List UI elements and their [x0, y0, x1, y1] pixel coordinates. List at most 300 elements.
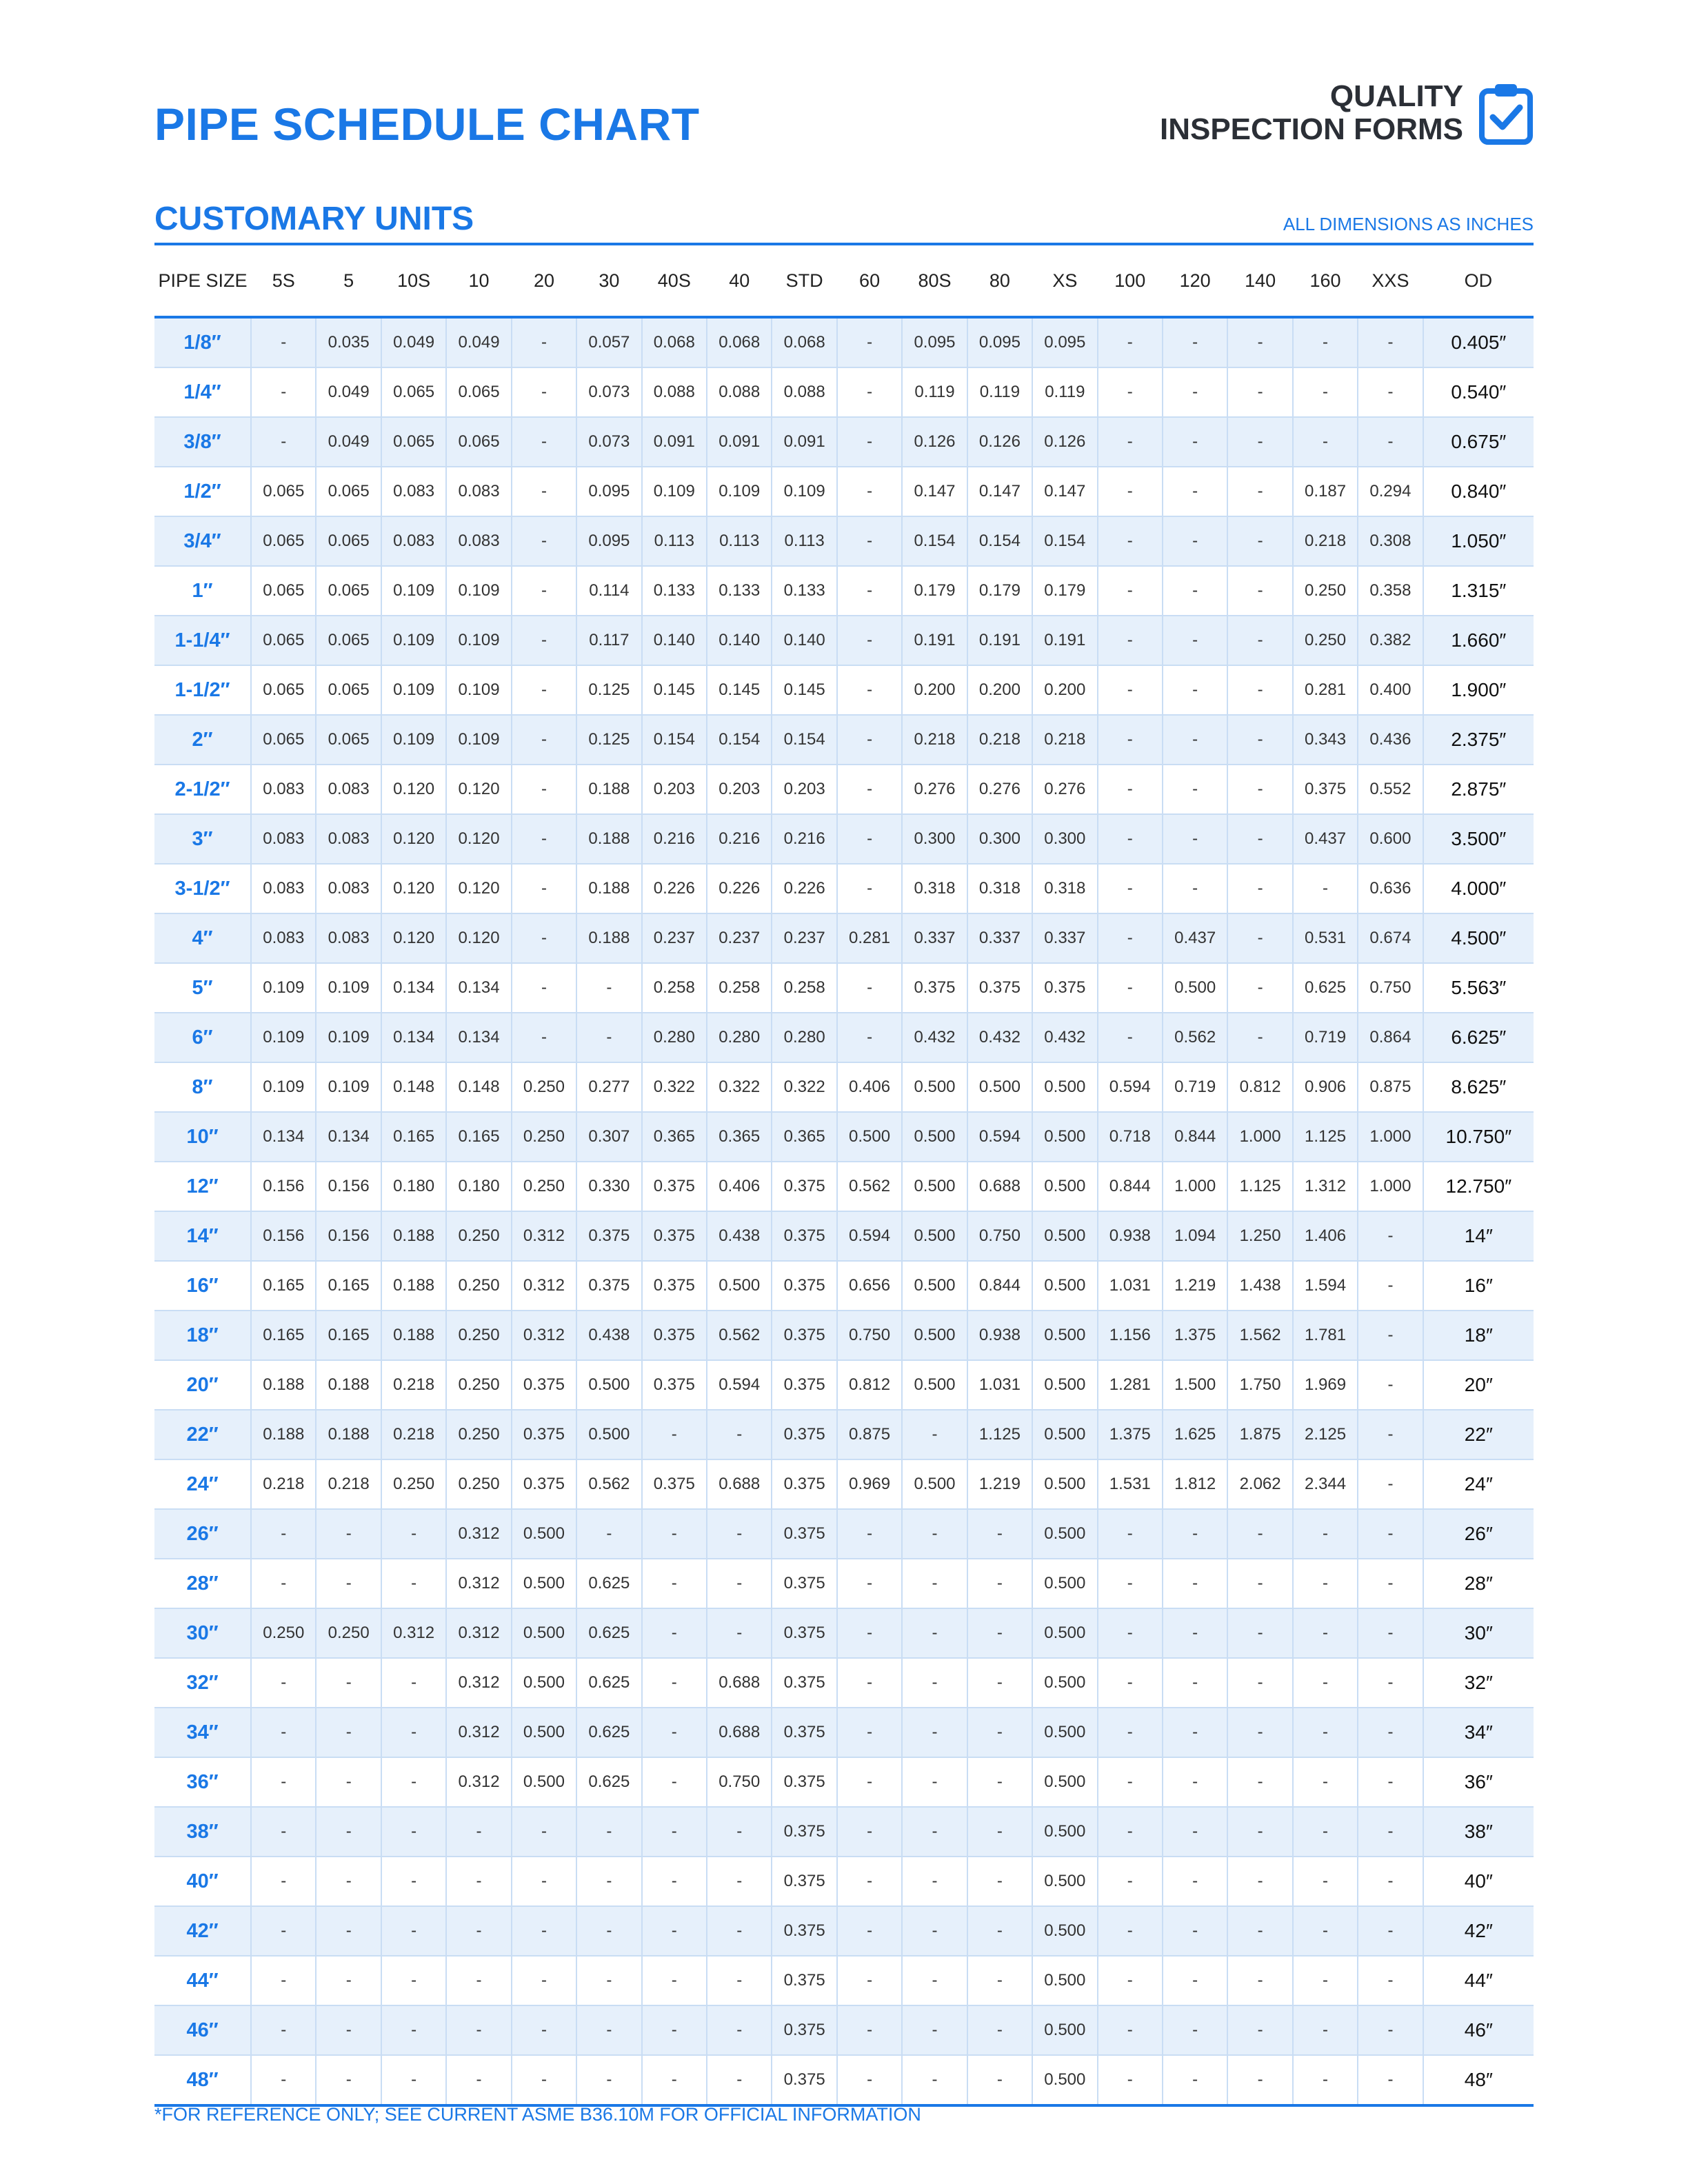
wall-thickness-cell: 0.258 — [707, 963, 772, 1013]
od-cell: 1.050″ — [1423, 516, 1534, 566]
wall-thickness-cell: 0.500 — [1032, 1956, 1097, 2005]
wall-thickness-cell: 0.750 — [707, 1757, 772, 1807]
od-cell: 2.875″ — [1423, 765, 1534, 814]
od-cell: 5.563″ — [1423, 963, 1534, 1013]
wall-thickness-cell: 1.219 — [1163, 1261, 1227, 1311]
wall-thickness-cell: 1.219 — [967, 1459, 1032, 1509]
wall-thickness-cell: 0.218 — [1293, 516, 1358, 566]
table-row — [154, 1410, 1534, 1459]
wall-thickness-cell: 0.154 — [707, 715, 772, 765]
wall-thickness-cell: 0.312 — [512, 1311, 576, 1360]
wall-thickness-cell: - — [1098, 566, 1163, 616]
wall-thickness-cell: - — [967, 1658, 1032, 1708]
wall-thickness-cell: 0.250 — [512, 1162, 576, 1211]
wall-thickness-cell: - — [1227, 665, 1292, 715]
wall-thickness-cell: 0.500 — [1032, 1857, 1097, 1906]
pipe-size-cell: 18″ — [154, 1311, 251, 1360]
wall-thickness-cell: - — [642, 1757, 707, 1807]
wall-thickness-cell: 0.125 — [576, 665, 641, 715]
wall-thickness-cell: - — [1098, 665, 1163, 715]
table-row — [154, 814, 1534, 864]
wall-thickness-cell: 0.148 — [381, 1062, 446, 1112]
table-row — [154, 1509, 1534, 1559]
wall-thickness-cell: 0.318 — [1032, 864, 1097, 913]
pipe-size-cell: 48″ — [154, 2055, 251, 2105]
wall-thickness-cell: 0.191 — [902, 616, 967, 665]
wall-thickness-cell: 0.113 — [642, 516, 707, 566]
od-cell: 0.675″ — [1423, 417, 1534, 467]
od-cell: 8.625″ — [1423, 1062, 1534, 1112]
od-cell: 1.900″ — [1423, 665, 1534, 715]
pipe-size-cell: 1/2″ — [154, 467, 251, 516]
wall-thickness-cell: 0.330 — [576, 1162, 641, 1211]
wall-thickness-cell: 0.280 — [642, 1013, 707, 1062]
wall-thickness-cell: 0.375 — [1032, 963, 1097, 1013]
wall-thickness-cell: - — [902, 1658, 967, 1708]
wall-thickness-cell: 0.226 — [772, 864, 836, 913]
wall-thickness-cell: - — [1227, 467, 1292, 516]
table-row — [154, 1708, 1534, 1757]
wall-thickness-cell: 2.062 — [1227, 1459, 1292, 1509]
wall-thickness-cell: 0.500 — [1032, 1211, 1097, 1261]
column-header: 10S — [381, 245, 446, 317]
od-cell: 24″ — [1423, 1459, 1534, 1509]
wall-thickness-cell: 0.083 — [316, 913, 381, 963]
wall-thickness-cell: 0.276 — [1032, 765, 1097, 814]
wall-thickness-cell: 0.844 — [1163, 1112, 1227, 1162]
wall-thickness-cell: - — [642, 1410, 707, 1459]
wall-thickness-cell: - — [1358, 1410, 1423, 1459]
wall-thickness-cell: 0.109 — [381, 616, 446, 665]
wall-thickness-cell: 0.258 — [772, 963, 836, 1013]
wall-thickness-cell: 0.065 — [251, 516, 316, 566]
wall-thickness-cell: 0.147 — [967, 467, 1032, 516]
wall-thickness-cell: 0.065 — [446, 367, 511, 417]
wall-thickness-cell: - — [837, 467, 902, 516]
wall-thickness-cell: - — [251, 317, 316, 367]
table-row — [154, 566, 1534, 616]
wall-thickness-cell: 0.500 — [512, 1757, 576, 1807]
wall-thickness-cell: - — [1358, 1211, 1423, 1261]
wall-thickness-cell: 0.250 — [446, 1211, 511, 1261]
wall-thickness-cell: 1.875 — [1227, 1410, 1292, 1459]
wall-thickness-cell: 0.938 — [967, 1311, 1032, 1360]
table-row — [154, 1360, 1534, 1410]
wall-thickness-cell: - — [512, 566, 576, 616]
wall-thickness-cell: 0.276 — [967, 765, 1032, 814]
wall-thickness-cell: - — [837, 516, 902, 566]
column-header: 5S — [251, 245, 316, 317]
wall-thickness-cell: - — [251, 1956, 316, 2005]
wall-thickness-cell: - — [837, 616, 902, 665]
wall-thickness-cell: - — [512, 1956, 576, 2005]
wall-thickness-cell: 0.134 — [381, 963, 446, 1013]
wall-thickness-cell: - — [381, 1906, 446, 1956]
table-row — [154, 765, 1534, 814]
wall-thickness-cell: - — [967, 1857, 1032, 1906]
wall-thickness-cell: 0.117 — [576, 616, 641, 665]
wall-thickness-cell: - — [381, 1509, 446, 1559]
wall-thickness-cell: - — [837, 715, 902, 765]
wall-thickness-cell: 0.145 — [772, 665, 836, 715]
wall-thickness-cell: - — [1227, 516, 1292, 566]
wall-thickness-cell: - — [1293, 1708, 1358, 1757]
wall-thickness-cell: 1.625 — [1163, 1410, 1227, 1459]
wall-thickness-cell: 0.318 — [902, 864, 967, 913]
wall-thickness-cell: - — [1227, 963, 1292, 1013]
wall-thickness-cell: - — [1293, 1658, 1358, 1708]
od-cell: 48″ — [1423, 2055, 1534, 2105]
wall-thickness-cell: - — [1098, 1956, 1163, 2005]
wall-thickness-cell: - — [967, 1708, 1032, 1757]
wall-thickness-cell: - — [512, 864, 576, 913]
wall-thickness-cell: 0.656 — [837, 1261, 902, 1311]
wall-thickness-cell: 0.109 — [707, 467, 772, 516]
wall-thickness-cell: - — [707, 1410, 772, 1459]
wall-thickness-cell: 0.065 — [316, 665, 381, 715]
column-header: OD — [1423, 245, 1534, 317]
wall-thickness-cell: - — [642, 1906, 707, 1956]
wall-thickness-cell: 0.382 — [1358, 616, 1423, 665]
wall-thickness-cell: - — [1163, 516, 1227, 566]
wall-thickness-cell: - — [837, 1608, 902, 1658]
wall-thickness-cell: 0.126 — [967, 417, 1032, 467]
wall-thickness-cell: - — [251, 1757, 316, 1807]
wall-thickness-cell: - — [251, 1559, 316, 1608]
wall-thickness-cell: 0.594 — [1098, 1062, 1163, 1112]
wall-thickness-cell: - — [1358, 1906, 1423, 1956]
wall-thickness-cell: 0.500 — [902, 1112, 967, 1162]
pipe-size-cell: 2-1/2″ — [154, 765, 251, 814]
column-header: 60 — [837, 245, 902, 317]
table-row — [154, 1062, 1534, 1112]
wall-thickness-cell: 0.500 — [1032, 1708, 1097, 1757]
wall-thickness-cell: 0.035 — [316, 317, 381, 367]
wall-thickness-cell: 0.120 — [381, 765, 446, 814]
wall-thickness-cell: 0.165 — [251, 1261, 316, 1311]
wall-thickness-cell: - — [316, 1857, 381, 1906]
wall-thickness-cell: 0.065 — [381, 417, 446, 467]
wall-thickness-cell: - — [446, 2055, 511, 2105]
wall-thickness-cell: - — [1163, 467, 1227, 516]
wall-thickness-cell: 0.375 — [772, 1459, 836, 1509]
wall-thickness-cell: 0.750 — [837, 1311, 902, 1360]
wall-thickness-cell: 0.083 — [316, 765, 381, 814]
wall-thickness-cell: 0.188 — [381, 1261, 446, 1311]
wall-thickness-cell: 0.375 — [772, 1211, 836, 1261]
wall-thickness-cell: 0.500 — [512, 1608, 576, 1658]
wall-thickness-cell: - — [512, 2005, 576, 2055]
wall-thickness-cell: 0.134 — [381, 1013, 446, 1062]
wall-thickness-cell: - — [902, 1410, 967, 1459]
wall-thickness-cell: - — [576, 2055, 641, 2105]
wall-thickness-cell: 0.068 — [772, 317, 836, 367]
wall-thickness-cell: - — [1163, 1509, 1227, 1559]
table-row — [154, 1211, 1534, 1261]
wall-thickness-cell: 0.500 — [1032, 1311, 1097, 1360]
table-row — [154, 2055, 1534, 2105]
wall-thickness-cell: 0.500 — [512, 1658, 576, 1708]
wall-thickness-cell: 0.113 — [707, 516, 772, 566]
wall-thickness-cell: - — [967, 1757, 1032, 1807]
wall-thickness-cell: - — [1098, 1857, 1163, 1906]
wall-thickness-cell: - — [1098, 1757, 1163, 1807]
wall-thickness-cell: - — [251, 1857, 316, 1906]
wall-thickness-cell: - — [1358, 2055, 1423, 2105]
wall-thickness-cell: - — [512, 317, 576, 367]
wall-thickness-cell: 0.188 — [251, 1410, 316, 1459]
wall-thickness-cell: 1.000 — [1227, 1112, 1292, 1162]
od-cell: 14″ — [1423, 1211, 1534, 1261]
wall-thickness-cell: 0.500 — [1032, 2005, 1097, 2055]
wall-thickness-cell: 0.375 — [642, 1311, 707, 1360]
wall-thickness-cell: 0.375 — [576, 1261, 641, 1311]
od-cell: 28″ — [1423, 1559, 1534, 1608]
wall-thickness-cell: - — [837, 765, 902, 814]
wall-thickness-cell: 0.218 — [1032, 715, 1097, 765]
wall-thickness-cell: 0.095 — [902, 317, 967, 367]
wall-thickness-cell: - — [1358, 1708, 1423, 1757]
wall-thickness-cell: - — [1358, 1261, 1423, 1311]
pipe-size-cell: 1/8″ — [154, 317, 251, 367]
wall-thickness-cell: - — [1163, 417, 1227, 467]
wall-thickness-cell: 0.109 — [446, 616, 511, 665]
wall-thickness-cell: - — [1227, 1906, 1292, 1956]
wall-thickness-cell: 0.625 — [576, 1608, 641, 1658]
table-row — [154, 467, 1534, 516]
wall-thickness-cell: 0.188 — [576, 913, 641, 963]
wall-thickness-cell: - — [1227, 814, 1292, 864]
pipe-size-cell: 5″ — [154, 963, 251, 1013]
wall-thickness-cell: - — [1358, 1459, 1423, 1509]
wall-thickness-cell: - — [1163, 715, 1227, 765]
wall-thickness-cell: 0.109 — [446, 715, 511, 765]
wall-thickness-cell: - — [446, 1807, 511, 1857]
wall-thickness-cell: 0.120 — [446, 864, 511, 913]
wall-thickness-cell: - — [967, 1956, 1032, 2005]
od-cell: 4.500″ — [1423, 913, 1534, 963]
wall-thickness-cell: - — [837, 1708, 902, 1757]
wall-thickness-cell: 0.109 — [381, 566, 446, 616]
wall-thickness-cell: 0.432 — [902, 1013, 967, 1062]
wall-thickness-cell: 1.438 — [1227, 1261, 1292, 1311]
wall-thickness-cell: - — [251, 1658, 316, 1708]
wall-thickness-cell: - — [642, 1956, 707, 2005]
wall-thickness-cell: 0.688 — [967, 1162, 1032, 1211]
wall-thickness-cell: - — [1227, 2005, 1292, 2055]
wall-thickness-cell: 0.065 — [316, 616, 381, 665]
wall-thickness-cell: - — [1358, 317, 1423, 367]
wall-thickness-cell: 0.300 — [967, 814, 1032, 864]
wall-thickness-cell: 0.049 — [446, 317, 511, 367]
wall-thickness-cell: 0.337 — [1032, 913, 1097, 963]
wall-thickness-cell: 0.437 — [1163, 913, 1227, 963]
table-row — [154, 1112, 1534, 1162]
wall-thickness-cell: 0.226 — [642, 864, 707, 913]
wall-thickness-cell: 0.500 — [576, 1360, 641, 1410]
wall-thickness-cell: 0.119 — [967, 367, 1032, 417]
pipe-size-cell: 38″ — [154, 1807, 251, 1857]
wall-thickness-cell: 0.375 — [772, 1162, 836, 1211]
wall-thickness-cell: - — [1098, 616, 1163, 665]
wall-thickness-cell: - — [707, 1807, 772, 1857]
pipe-size-cell: 16″ — [154, 1261, 251, 1311]
wall-thickness-cell: 0.250 — [446, 1261, 511, 1311]
wall-thickness-cell: - — [446, 1857, 511, 1906]
wall-thickness-cell: 0.718 — [1098, 1112, 1163, 1162]
wall-thickness-cell: - — [1227, 317, 1292, 367]
wall-thickness-cell: 1.375 — [1163, 1311, 1227, 1360]
table-row — [154, 1261, 1534, 1311]
wall-thickness-cell: 0.133 — [642, 566, 707, 616]
wall-thickness-cell: 0.625 — [576, 1708, 641, 1757]
wall-thickness-cell: - — [381, 2005, 446, 2055]
wall-thickness-cell: 0.049 — [381, 317, 446, 367]
wall-thickness-cell: - — [707, 1857, 772, 1906]
wall-thickness-cell: 0.134 — [316, 1112, 381, 1162]
wall-thickness-cell: 0.375 — [772, 2055, 836, 2105]
wall-thickness-cell: 0.083 — [251, 913, 316, 963]
wall-thickness-cell: 1.125 — [967, 1410, 1032, 1459]
od-cell: 1.660″ — [1423, 616, 1534, 665]
wall-thickness-cell: 0.200 — [967, 665, 1032, 715]
wall-thickness-cell: 0.203 — [772, 765, 836, 814]
wall-thickness-cell: - — [1293, 1559, 1358, 1608]
wall-thickness-cell: 0.154 — [1032, 516, 1097, 566]
pipe-size-cell: 32″ — [154, 1658, 251, 1708]
wall-thickness-cell: - — [446, 1956, 511, 2005]
wall-thickness-cell: - — [1163, 1757, 1227, 1807]
wall-thickness-cell: - — [837, 1906, 902, 1956]
wall-thickness-cell: - — [967, 1906, 1032, 1956]
wall-thickness-cell: 0.312 — [446, 1757, 511, 1807]
pipe-size-cell: 40″ — [154, 1857, 251, 1906]
wall-thickness-cell: 0.500 — [512, 1559, 576, 1608]
column-header: XS — [1032, 245, 1097, 317]
wall-thickness-cell: - — [1098, 1807, 1163, 1857]
wall-thickness-cell: - — [1358, 1757, 1423, 1807]
wall-thickness-cell: 0.636 — [1358, 864, 1423, 913]
wall-thickness-cell: - — [837, 417, 902, 467]
wall-thickness-cell: - — [1227, 566, 1292, 616]
wall-thickness-cell: - — [837, 566, 902, 616]
wall-thickness-cell: 0.083 — [251, 765, 316, 814]
wall-thickness-cell: - — [1163, 2005, 1227, 2055]
pipe-size-cell: 20″ — [154, 1360, 251, 1410]
wall-thickness-cell: - — [576, 963, 641, 1013]
table-row — [154, 1459, 1534, 1509]
wall-thickness-cell: 0.134 — [446, 1013, 511, 1062]
pipe-size-cell: 3-1/2″ — [154, 864, 251, 913]
od-cell: 18″ — [1423, 1311, 1534, 1360]
wall-thickness-cell: 0.312 — [446, 1559, 511, 1608]
wall-thickness-cell: 0.250 — [446, 1410, 511, 1459]
wall-thickness-cell: - — [837, 317, 902, 367]
wall-thickness-cell: 0.083 — [381, 516, 446, 566]
wall-thickness-cell: 0.049 — [316, 367, 381, 417]
column-header: 30 — [576, 245, 641, 317]
wall-thickness-cell: - — [251, 417, 316, 467]
wall-thickness-cell: 0.750 — [1358, 963, 1423, 1013]
wall-thickness-cell: - — [251, 2005, 316, 2055]
wall-thickness-cell: - — [512, 1906, 576, 1956]
wall-thickness-cell: - — [1163, 1608, 1227, 1658]
wall-thickness-cell: 0.438 — [576, 1311, 641, 1360]
wall-thickness-cell: - — [837, 1509, 902, 1559]
wall-thickness-cell: 0.109 — [251, 1013, 316, 1062]
wall-thickness-cell: 0.375 — [772, 1559, 836, 1608]
table-row — [154, 1757, 1534, 1807]
wall-thickness-cell: 0.500 — [1032, 1162, 1097, 1211]
wall-thickness-cell: - — [902, 1956, 967, 2005]
wall-thickness-cell: 0.109 — [642, 467, 707, 516]
wall-thickness-cell: 0.065 — [251, 665, 316, 715]
wall-thickness-cell: 0.187 — [1293, 467, 1358, 516]
wall-thickness-cell: 0.500 — [902, 1211, 967, 1261]
table-row — [154, 616, 1534, 665]
wall-thickness-cell: - — [1293, 2055, 1358, 2105]
wall-thickness-cell: - — [512, 665, 576, 715]
wall-thickness-cell: - — [837, 1956, 902, 2005]
wall-thickness-cell: 0.375 — [642, 1162, 707, 1211]
wall-thickness-cell: 0.280 — [772, 1013, 836, 1062]
table-row — [154, 2005, 1534, 2055]
wall-thickness-cell: - — [381, 1807, 446, 1857]
wall-thickness-cell: 2.125 — [1293, 1410, 1358, 1459]
wall-thickness-cell: 0.140 — [772, 616, 836, 665]
wall-thickness-cell: 0.154 — [967, 516, 1032, 566]
wall-thickness-cell: - — [512, 715, 576, 765]
wall-thickness-cell: 0.147 — [1032, 467, 1097, 516]
wall-thickness-cell: 0.145 — [642, 665, 707, 715]
wall-thickness-cell: - — [251, 2055, 316, 2105]
od-cell: 44″ — [1423, 1956, 1534, 2005]
wall-thickness-cell: - — [1293, 1906, 1358, 1956]
wall-thickness-cell: - — [902, 1906, 967, 1956]
wall-thickness-cell: 0.216 — [772, 814, 836, 864]
wall-thickness-cell: 0.312 — [381, 1608, 446, 1658]
wall-thickness-cell: 0.750 — [967, 1211, 1032, 1261]
wall-thickness-cell: 0.307 — [576, 1112, 641, 1162]
wall-thickness-cell: - — [576, 1509, 641, 1559]
wall-thickness-cell: - — [1358, 1360, 1423, 1410]
column-header: 140 — [1227, 245, 1292, 317]
wall-thickness-cell: 1.000 — [1358, 1112, 1423, 1162]
pipe-size-cell: 34″ — [154, 1708, 251, 1757]
wall-thickness-cell: 0.188 — [576, 864, 641, 913]
wall-thickness-cell: - — [967, 1509, 1032, 1559]
wall-thickness-cell: - — [1227, 616, 1292, 665]
wall-thickness-cell: - — [902, 1559, 967, 1608]
wall-thickness-cell: 0.562 — [707, 1311, 772, 1360]
wall-thickness-cell: 0.065 — [316, 566, 381, 616]
wall-thickness-cell: - — [446, 2005, 511, 2055]
wall-thickness-cell: 0.906 — [1293, 1062, 1358, 1112]
wall-thickness-cell: - — [902, 1757, 967, 1807]
wall-thickness-cell: 0.113 — [772, 516, 836, 566]
column-header: 5 — [316, 245, 381, 317]
wall-thickness-cell: 0.432 — [1032, 1013, 1097, 1062]
wall-thickness-cell: 0.237 — [707, 913, 772, 963]
wall-thickness-cell: - — [1098, 814, 1163, 864]
wall-thickness-cell: 0.250 — [1293, 616, 1358, 665]
wall-thickness-cell: 0.073 — [576, 417, 641, 467]
wall-thickness-cell: 0.312 — [446, 1658, 511, 1708]
wall-thickness-cell: - — [1227, 1013, 1292, 1062]
wall-thickness-cell: 0.500 — [902, 1311, 967, 1360]
wall-thickness-cell: 0.188 — [576, 814, 641, 864]
wall-thickness-cell: 1.156 — [1098, 1311, 1163, 1360]
